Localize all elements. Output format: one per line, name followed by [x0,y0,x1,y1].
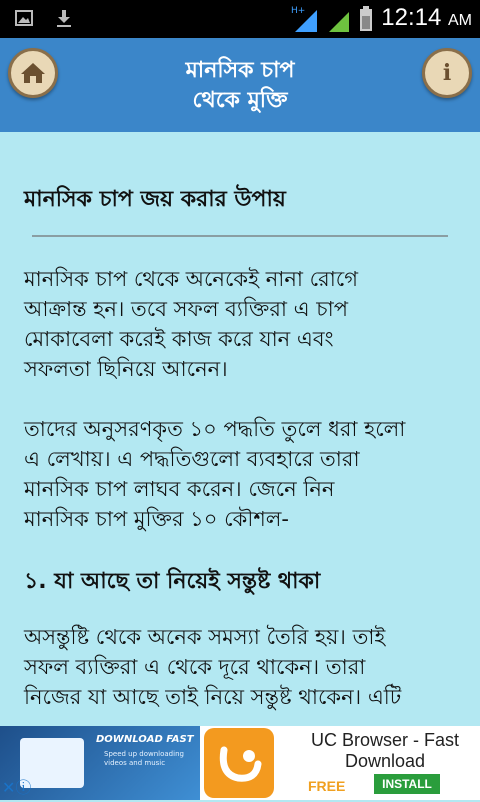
ad-price: FREE [308,778,346,794]
text-line: সফল ব্যক্তিরা এ থেকে দূরে থাকেন। তারা [24,655,366,679]
article-content[interactable] [0,132,480,726]
text-line: তাদের অনুসরণকৃত ১০ পদ্ধতি তুলে ধরা হলো [24,417,406,441]
text-line: মোকাবেলা করেই কাজ করে যান এবং [24,327,334,351]
battery-icon [359,4,373,32]
title-line-1: মানসিক চাপ [185,58,295,83]
text-line: মানসিক চাপ থেকে অনেকেই নানা রোগে [24,267,358,291]
app-header [0,38,480,132]
paragraph-3 [24,622,464,712]
uc-browser-logo-icon [204,728,274,798]
home-button[interactable] [8,48,58,98]
ad-banner-subtitle: Speed up downloading videos and music [104,750,184,767]
install-button[interactable]: INSTALL [374,774,440,794]
clock [381,4,472,32]
divider [32,235,448,237]
info-icon: i [442,60,452,86]
ad-banner-title: DOWNLOAD FAST [96,734,194,745]
text-line: মানসিক চাপ মুক্তির ১০ কৌশল- [24,507,290,531]
info-button[interactable] [422,48,472,98]
ad-title: UC Browser - Fast Download [310,730,460,771]
text-line: নিজের যা আছে তাই নিয়ে সন্তুষ্ট থাকেন। এটি [24,685,402,709]
article-heading: মানসিক চাপ জয় করার উপায় [24,187,286,212]
wifi-signal-icon [327,4,351,32]
text-line: আক্রান্ত হন। তবে সফল ব্যক্তিরা এ চাপ [24,297,348,321]
paragraph-1 [24,264,464,384]
home-icon [20,61,46,85]
ad-banner[interactable] [0,726,480,800]
clock-time: 12:14 [381,4,442,31]
title-line-2: থেকে মুক্তি [192,88,288,113]
section-heading-1: ১. যা আছে তা নিয়েই সন্তুষ্ট থাকা [24,569,321,594]
network-type-label: H+ [291,6,306,16]
notification-icons [14,8,74,28]
image-notification-icon [14,8,34,28]
ad-close-icon[interactable]: ✕ⓘ [2,778,32,797]
status-bar [0,0,480,38]
text-line: অসন্তুষ্টি থেকে অনেক সমস্যা তৈরি হয়। তাই [24,625,386,649]
text-line: মানসিক চাপ লাঘব করেন। জেনে নিন [24,477,335,501]
text-line: এ লেখায়। এ পদ্ধতিগুলো ব্যবহারে তারা [24,447,360,471]
mobile-signal-icon [291,4,319,32]
download-notification-icon [54,8,74,28]
text-line: সফলতা ছিনিয়ে আনেন। [24,357,228,381]
ad-image[interactable] [0,726,200,800]
clock-ampm: AM [448,12,472,29]
page-title [100,56,380,116]
paragraph-2 [24,414,464,534]
